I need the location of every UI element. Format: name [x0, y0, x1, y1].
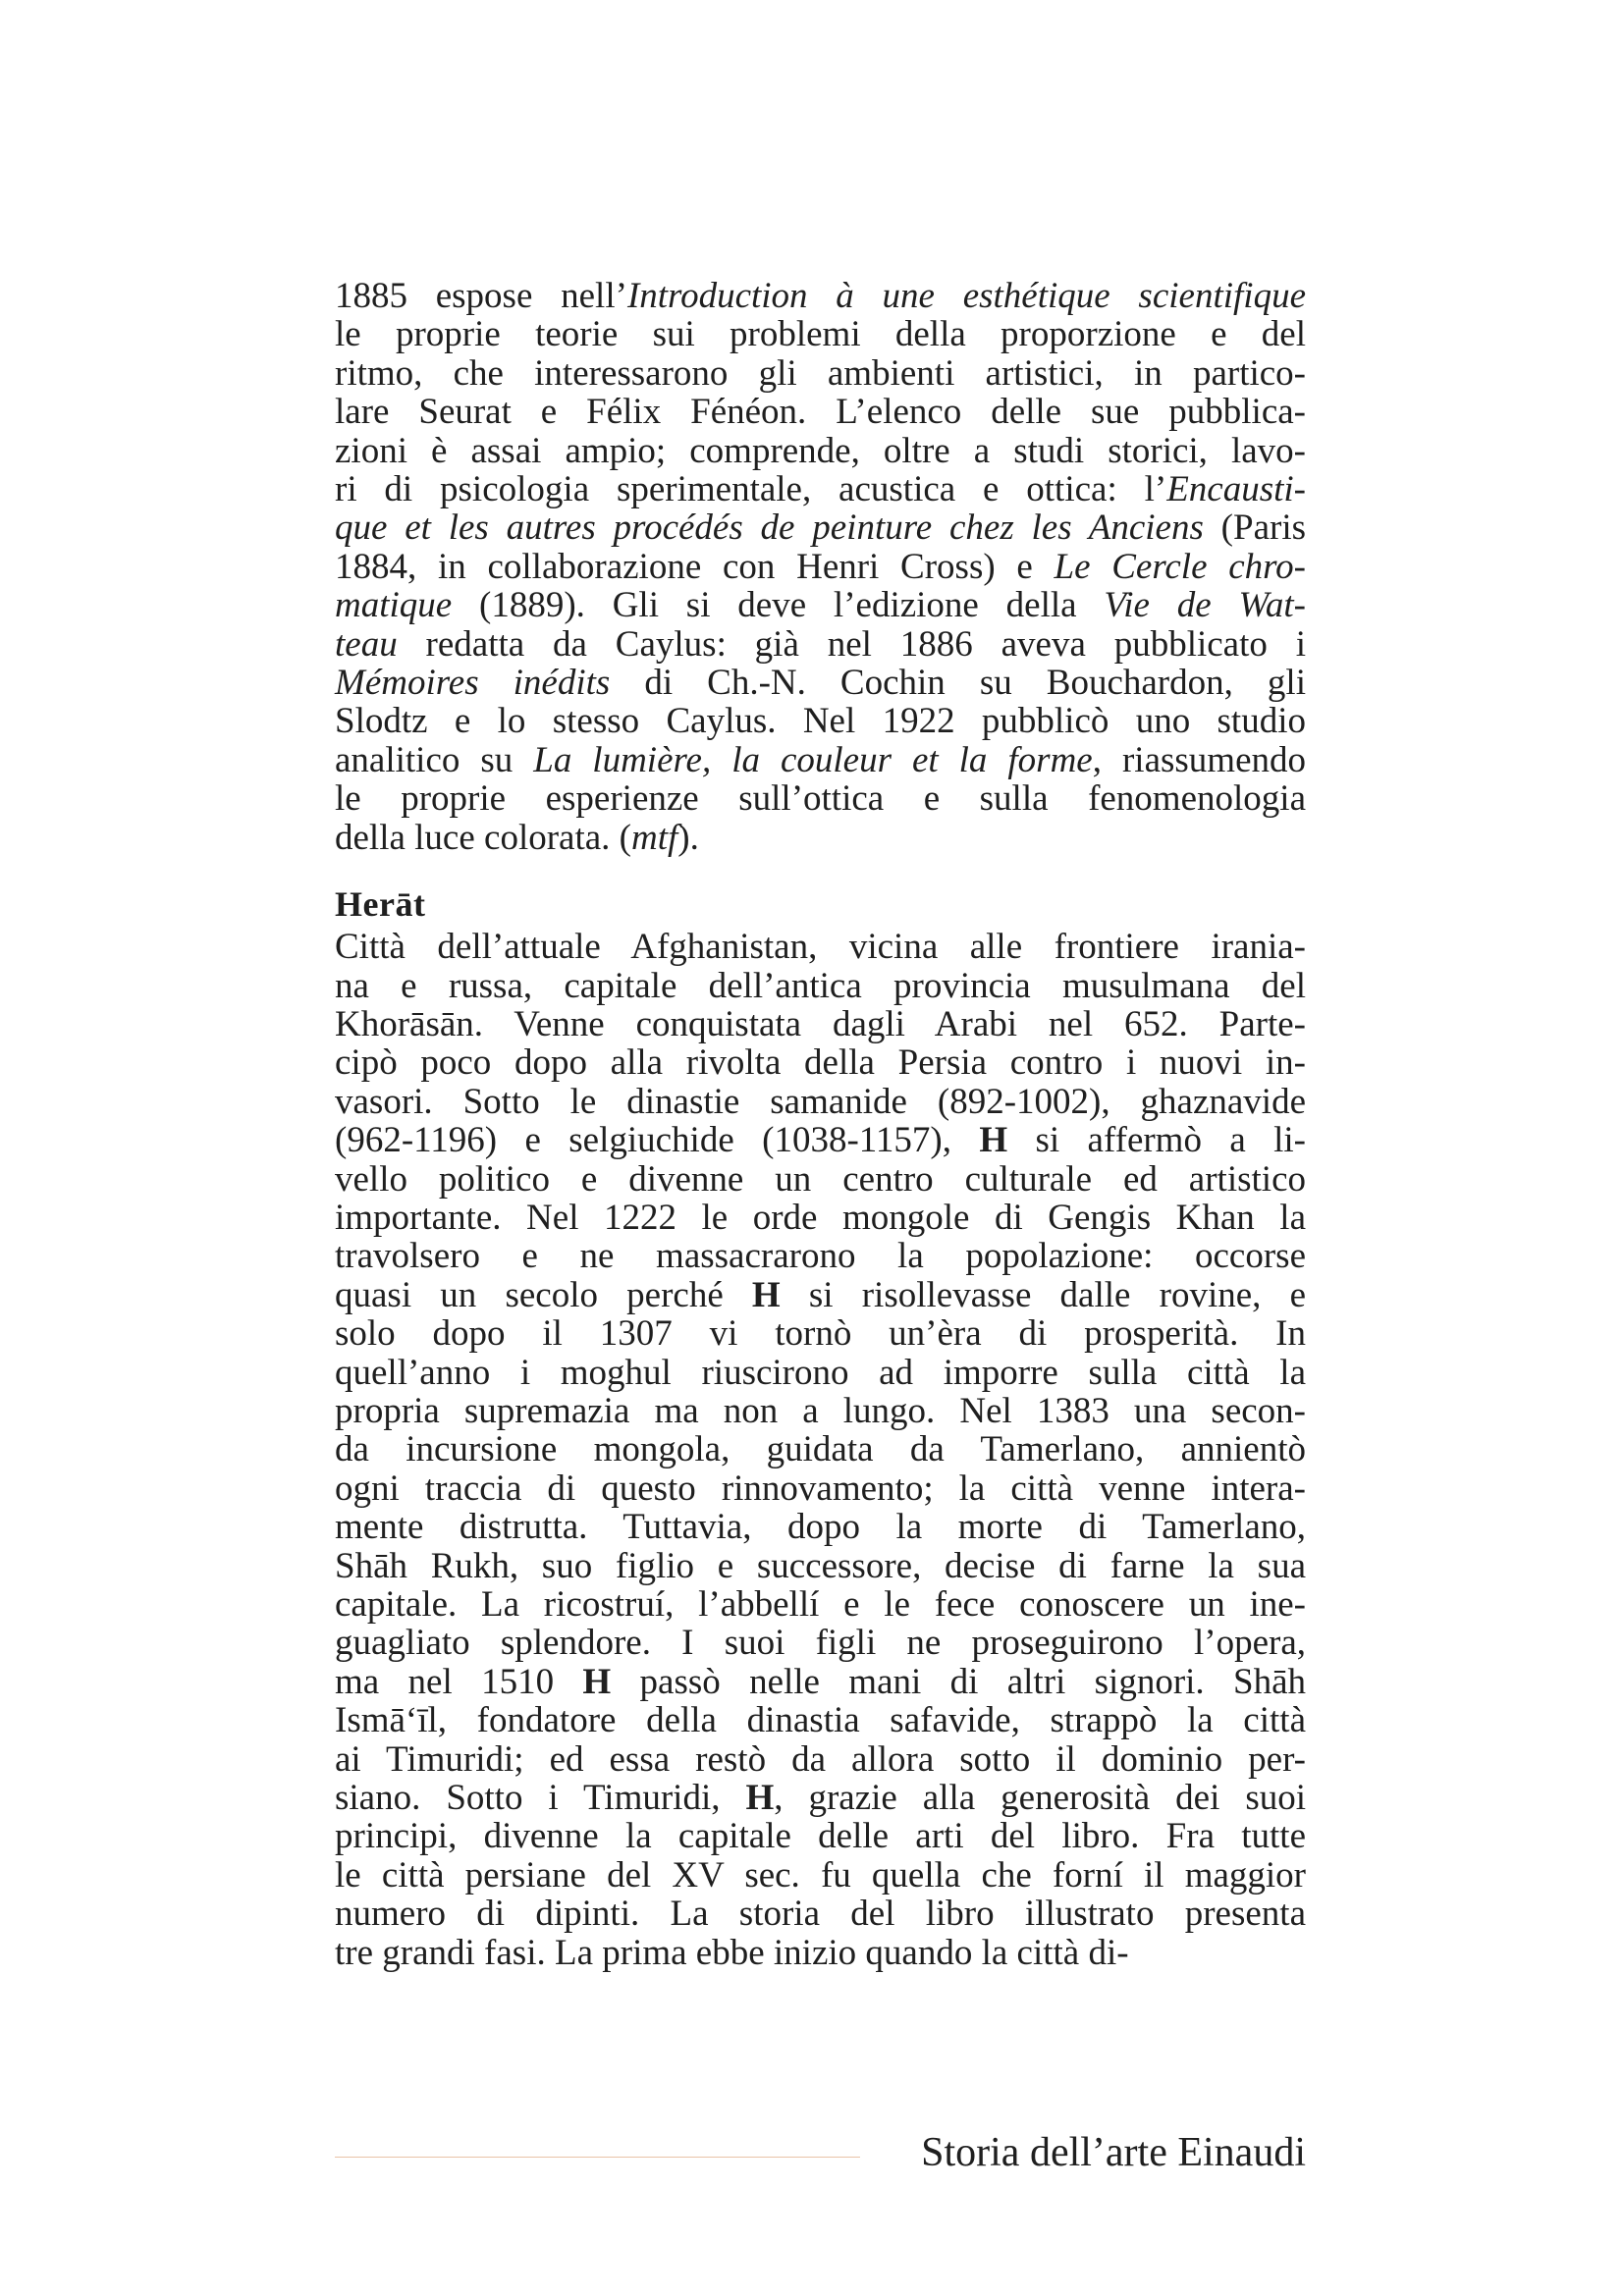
italic-title: Vie de Wat- — [1104, 585, 1306, 626]
text-line — [335, 1663, 1306, 1701]
text-line — [335, 1314, 1306, 1353]
text-run: Shāh Rukh, suo figlio e successore, decise di farne la sua — [335, 1545, 1306, 1586]
text-run: , grazie alla generosità dei suoi — [774, 1778, 1307, 1819]
text-column — [335, 277, 1306, 1972]
text-line — [335, 277, 1306, 315]
text-run: , riassumendo — [1092, 739, 1306, 780]
text-run: capitale. La ricostruí, l’abbellí e le fece conoscere un ine- — [335, 1584, 1306, 1625]
text-run: (962-1196) e selgiuchide (1038-1157), — [335, 1120, 980, 1161]
text-line — [335, 1585, 1306, 1624]
italic-title: Mémoires inédits — [335, 663, 611, 704]
text-run: (1889). Gli si deve l’edizione della — [452, 585, 1105, 626]
text-run: guagliato splendore. I suoi figli ne proseguirono l’opera, — [335, 1623, 1306, 1664]
herat-entry-paragraph — [335, 928, 1306, 1972]
text-line — [335, 1354, 1306, 1392]
text-run: tre grandi fasi. La prima ebbe inizio quando la città di- — [335, 1932, 1129, 1973]
entry-heading: Herāt — [335, 884, 426, 925]
footer-title: Storia dell’arte Einaudi — [921, 2130, 1306, 2175]
text-run: ai Timuridi; ed essa restò da allora sotto il dominio per- — [335, 1738, 1306, 1780]
text-run: na e russa, capitale dell’antica provincia musulmana del — [335, 965, 1306, 1006]
text-run: Città dell’attuale Afghanistan, vicina alle frontiere irania- — [335, 927, 1306, 968]
text-run: vasori. Sotto le dinastie samanide (892-1002), ghaznavide — [335, 1081, 1306, 1122]
text-run: passò nelle mani di altri signori. Shāh — [611, 1661, 1307, 1702]
text-line — [335, 1895, 1306, 1933]
italic-title: mtf — [631, 817, 678, 858]
bold-abbreviation: H — [979, 1120, 1008, 1161]
text-line — [335, 779, 1306, 818]
text-run: ). — [677, 817, 699, 858]
text-run: si affermò a li- — [1007, 1120, 1307, 1161]
text-run: si risollevasse dalle rovine, e — [780, 1274, 1306, 1315]
text-line — [335, 586, 1306, 624]
text-run: le proprie esperienze sull’ottica e sulla fenomenologia — [335, 778, 1306, 820]
text-run: ogni traccia di questo rinnovamento; la città venne intera- — [335, 1468, 1306, 1509]
text-run: 1884, in collaborazione con Henri Cross) e — [335, 546, 1055, 587]
text-line — [335, 470, 1306, 508]
text-line — [335, 1856, 1306, 1895]
italic-title: que et les autres procédés de peinture chez les Anciens — [335, 507, 1204, 549]
footer-rule — [335, 2157, 860, 2158]
text-line — [335, 1469, 1306, 1508]
text-line — [335, 1005, 1306, 1043]
text-run: travolsero e ne massacrarono la popolazione: occorse — [335, 1236, 1306, 1277]
text-run: ma nel 1510 — [335, 1661, 583, 1702]
text-line — [335, 1043, 1306, 1082]
text-run: di Ch.-N. Cochin su Bouchardon, gli — [610, 663, 1306, 704]
bold-abbreviation: H — [745, 1778, 775, 1819]
text-run: ritmo, che interessarono gli ambienti artistici, in partico- — [335, 352, 1306, 394]
text-run: Ismā‘īl, fondatore della dinastia safavide, strappò la città — [335, 1700, 1306, 1741]
text-line — [335, 1237, 1306, 1275]
text-run: numero di dipinti. La storia del libro illustrato presenta — [335, 1894, 1306, 1935]
text-line — [335, 315, 1306, 353]
previous-entry-paragraph — [335, 277, 1306, 857]
text-line — [335, 432, 1306, 470]
text-line — [335, 1392, 1306, 1430]
italic-title: Introduction à une esthétique scientifique — [626, 276, 1306, 316]
text-line — [335, 928, 1306, 966]
text-line — [335, 1508, 1306, 1546]
text-run: della luce colorata. ( — [335, 817, 631, 858]
text-line — [335, 354, 1306, 393]
text-line — [335, 1160, 1306, 1199]
italic-title: La lumière, la couleur et la forme — [533, 739, 1093, 780]
text-line — [335, 819, 1306, 857]
text-run: (Paris — [1203, 507, 1306, 549]
text-run: Slodtz e lo stesso Caylus. Nel 1922 pubblicò uno studio — [335, 701, 1306, 742]
text-run: da incursione mongola, guidata da Tamerlano, annientò — [335, 1429, 1306, 1470]
text-run: le città persiane del XV sec. fu quella che forní il maggior — [335, 1854, 1306, 1896]
text-line — [335, 625, 1306, 664]
text-run: analitico su — [335, 739, 534, 780]
bold-abbreviation: H — [751, 1274, 781, 1315]
text-line — [335, 702, 1306, 740]
text-line — [335, 1547, 1306, 1585]
text-line — [335, 741, 1306, 779]
italic-title: Encausti- — [1166, 469, 1306, 510]
text-run: redatta da Caylus: già nel 1886 aveva pubblicato i — [397, 623, 1306, 665]
text-run: lare Seurat e Félix Fénéon. L’elenco delle sue pubblica- — [335, 392, 1306, 433]
text-run: principi, divenne la capitale delle arti del libro. Fra tutte — [335, 1816, 1306, 1857]
text-line — [335, 1083, 1306, 1121]
text-line — [335, 1624, 1306, 1662]
text-run: cipò poco dopo alla rivolta della Persia contro i nuovi in- — [335, 1042, 1306, 1084]
text-line — [335, 967, 1306, 1005]
text-line — [335, 1199, 1306, 1237]
text-line — [335, 1701, 1306, 1739]
text-line — [335, 1740, 1306, 1779]
text-run: solo dopo il 1307 vi tornò un’èra di prosperità. In — [335, 1313, 1306, 1355]
text-run: siano. Sotto i Timuridi, — [335, 1778, 746, 1819]
text-line — [335, 1817, 1306, 1855]
text-run: ri di psicologia sperimentale, acustica e ottica: l’ — [335, 469, 1167, 510]
bold-abbreviation: H — [582, 1661, 612, 1702]
italic-title: teau — [335, 623, 398, 665]
text-run: quasi un secolo perché — [335, 1274, 752, 1315]
text-run: mente distrutta. Tuttavia, dopo la morte di Tamerlano, — [335, 1507, 1306, 1548]
text-line — [335, 1276, 1306, 1314]
text-line — [335, 393, 1306, 431]
text-run: vello politico e divenne un centro culturale ed artistico — [335, 1158, 1306, 1200]
text-run: 1885 espose nell’ — [335, 276, 627, 316]
text-line — [335, 548, 1306, 586]
text-run: quell’anno i moghul riuscirono ad imporre sulla città la — [335, 1352, 1306, 1393]
text-line — [335, 1779, 1306, 1817]
text-line — [335, 1934, 1306, 1972]
text-run: propria supremazia ma non a lungo. Nel 1383 una secon- — [335, 1390, 1306, 1431]
paragraph-gap — [335, 857, 1306, 882]
italic-title: matique — [335, 585, 453, 626]
text-run: zioni è assai ampio; comprende, oltre a studi storici, lavo- — [335, 430, 1306, 471]
text-line — [335, 664, 1306, 702]
text-line — [335, 508, 1306, 547]
text-line — [335, 1121, 1306, 1159]
text-run: Khorāsān. Venne conquistata dagli Arabi nel 652. Parte- — [335, 1003, 1306, 1044]
text-line — [335, 1430, 1306, 1468]
italic-title: Le Cercle chro- — [1054, 546, 1306, 587]
text-run: le proprie teorie sui problemi della proporzione e del — [335, 314, 1306, 355]
text-run: importante. Nel 1222 le orde mongole di Gengis Khan la — [335, 1197, 1306, 1238]
